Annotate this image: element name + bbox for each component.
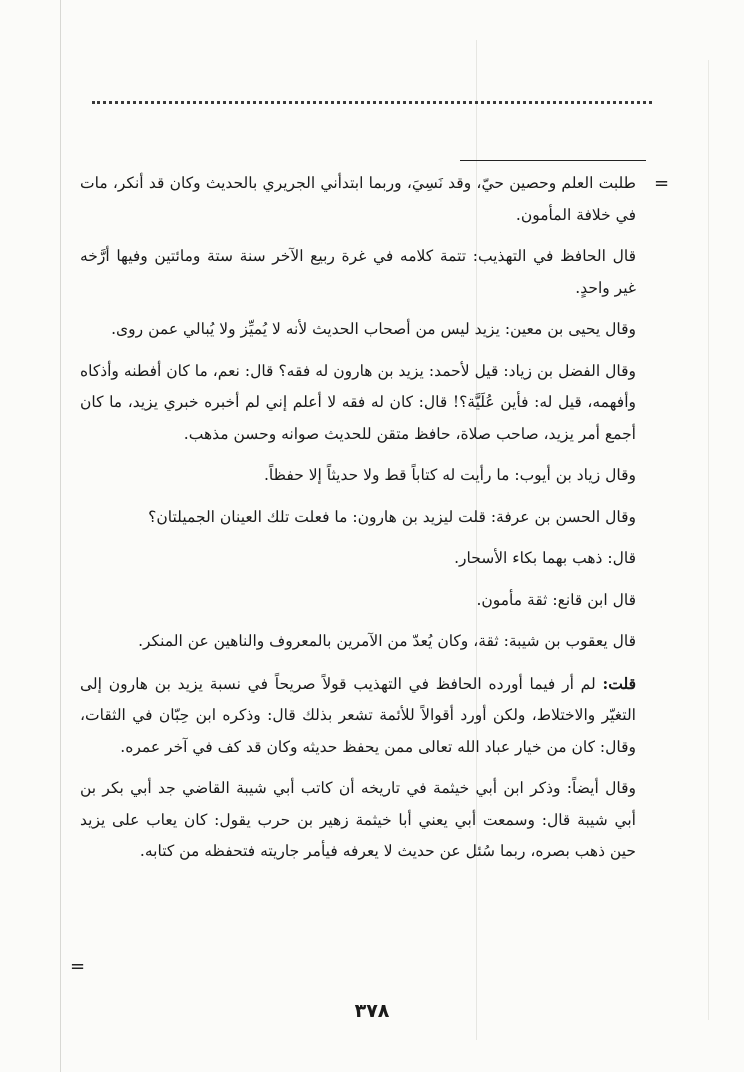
dotted-separator	[92, 101, 652, 104]
paragraph: طلبت العلم وحصين حيّ، وقد نَسِيَ، وربما ابتدأني الجريري بالحديث وكان قد أنكر، مات في خلافة المأمون.	[80, 174, 636, 224]
paragraph: وقال زياد بن أيوب: ما رأيت له كتاباً قط ولا حديثاً إلا حفظاً.	[264, 466, 636, 484]
paragraph: قال الحافظ في التهذيب: تتمة كلامه في غرة ربيع الآخر سنة ستة ومائتين وفيها أرَّخه غير واحدٍ.	[80, 247, 636, 297]
scan-artifact-line	[708, 60, 709, 1020]
paragraph-lead: قلت:	[602, 673, 636, 693]
paragraph: قال ابن قانع: ثقة مأمون.	[476, 590, 636, 609]
paragraph	[80, 668, 636, 764]
margin-mark-bottom: =	[70, 956, 86, 977]
paragraph: قال: ذهب بهما بكاء الأسحار.	[454, 549, 636, 567]
paragraph: وقال الفضل بن زياد: قيل لأحمد: يزيد بن هارون له فقه؟ قال: نعم، ما كان أفطنه وأذكاه وأفهمه، قيل له: فأين عُلَيَّة؟! قال: كان له فقه لا أعلم إني لم أخبره خبري يزيد، ما كان أجمع أمر يزيد، صاحب صلاة، حافظ متقن للحديث صوانه وحسن مذهب.	[80, 361, 636, 443]
paragraph-text: لم أر فيما أورده الحافظ في التهذيب قولاً صريحاً في نسبة يزيد بن هارون إلى التغيّر والاختلاط، ولكن أورد أقوالاً للأئمة تشعر بذلك قال: وذكره ابن حِبّان في الثقات، وقال: كان من خيار عباد الله تعالى ممن يحفظ حديثه وكان قد كف في آخر عمره.	[80, 674, 636, 756]
page-body	[80, 168, 636, 878]
paragraph: وقال الحسن بن عرفة: قلت ليزيد بن هارون: ما فعلت تلك العينان الجميلتان؟	[148, 507, 636, 526]
header-rule	[460, 160, 646, 161]
paragraph: وقال يحيى بن معين: يزيد ليس من أصحاب الحديث لأنه لا يُميِّز ولا يُبالي عمن روى.	[111, 320, 636, 338]
page-number: ٣٧٨	[354, 1000, 390, 1022]
paragraph: وقال أيضاً: وذكر ابن أبي خيثمة في تاريخه أن كاتب أبي شيبة القاضي جد أبي بكر بن أبي شيبة قال: وسمعت أبي يعني أبا خيثمة زهير بن حرب يقول: كان يعاب على يزيد حين ذهب بصره، ربما سُئل عن حديث لا يعرفه فيأمر جاريته فتحفظه من كتابه.	[80, 779, 636, 860]
paragraph: قال يعقوب بن شيبة: ثقة، وكان يُعدّ من الآمرين بالمعروف والناهين عن المنكر.	[138, 632, 636, 650]
margin-mark-top: =	[654, 173, 670, 194]
scan-artifact-line	[60, 0, 61, 1072]
